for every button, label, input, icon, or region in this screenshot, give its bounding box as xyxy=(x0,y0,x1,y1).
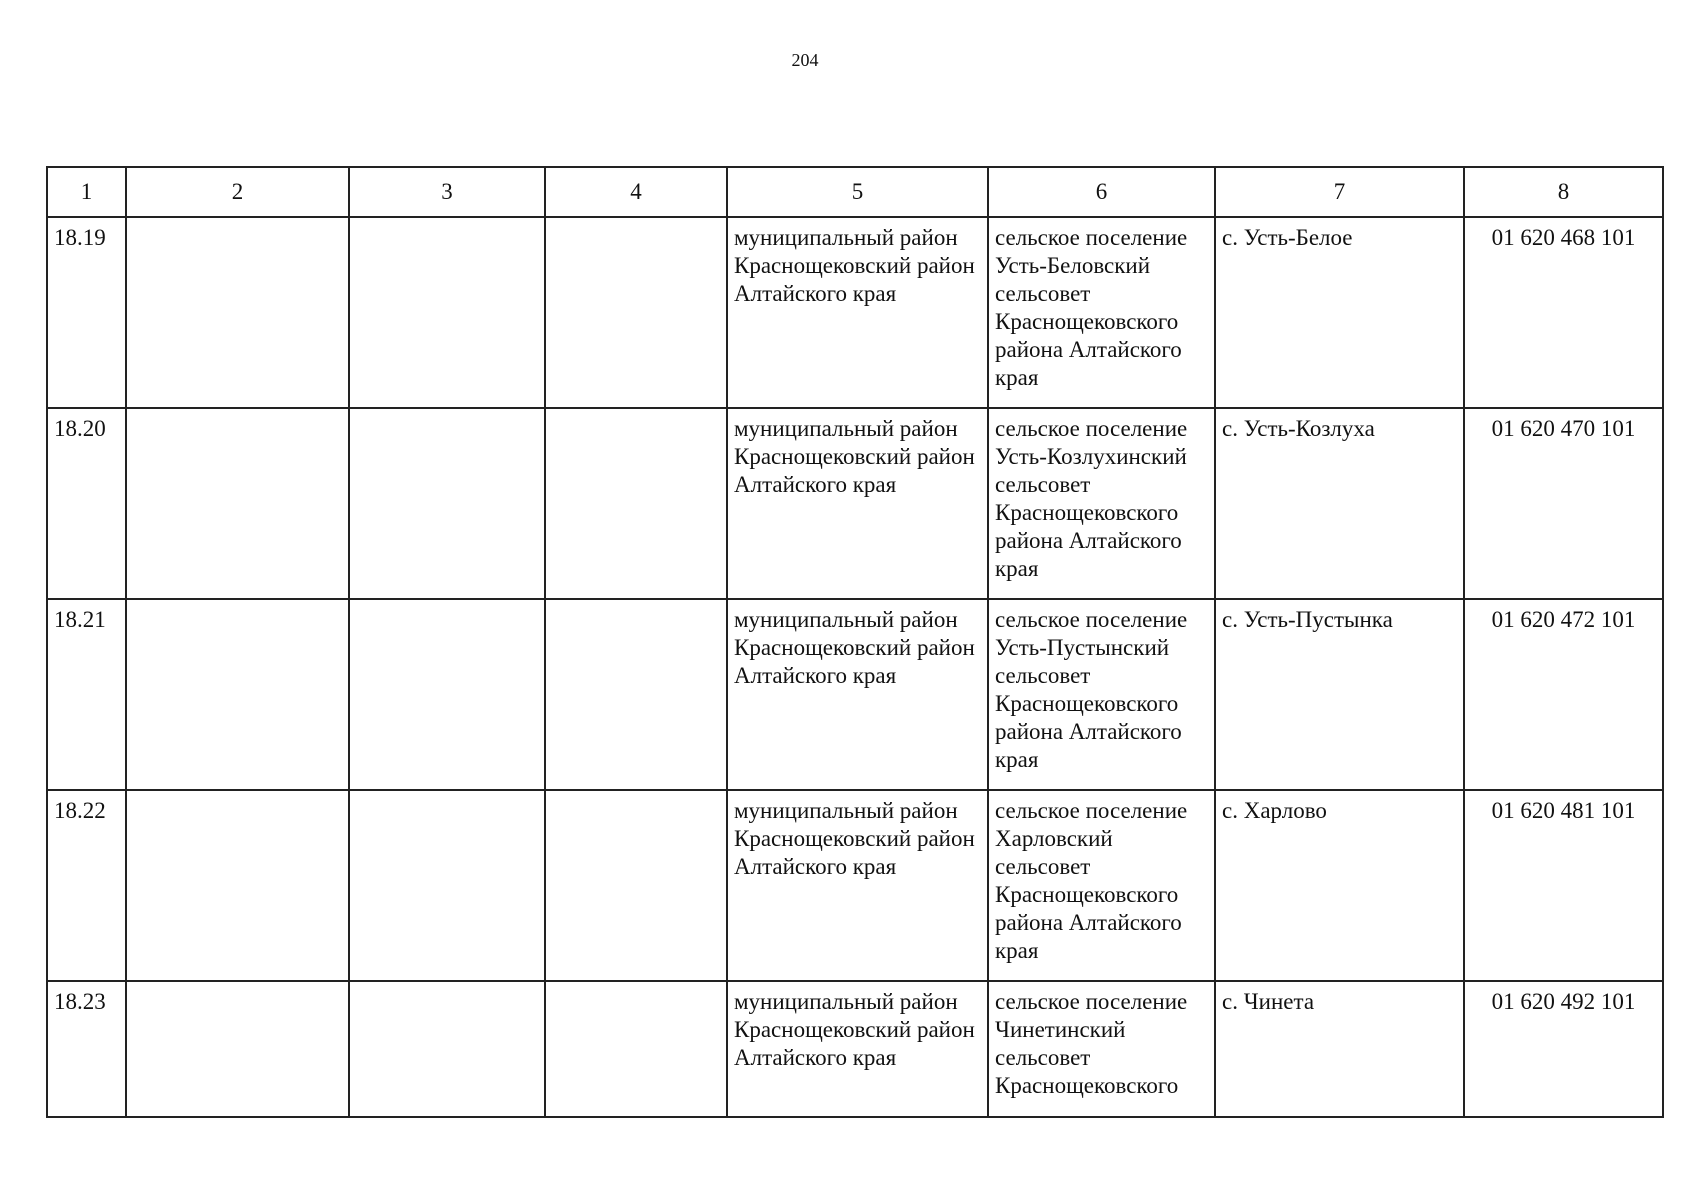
column-header-1: 1 xyxy=(47,167,126,217)
table-row xyxy=(47,790,1663,981)
table-row xyxy=(47,599,1663,790)
column-header-2: 2 xyxy=(126,167,349,217)
table-row xyxy=(47,217,1663,408)
empty-cell xyxy=(126,790,349,981)
column-header-8: 8 xyxy=(1464,167,1663,217)
oktmo-code-cell: 01 620 470 101 xyxy=(1464,408,1663,599)
empty-cell xyxy=(349,599,545,790)
empty-cell xyxy=(126,599,349,790)
empty-cell xyxy=(349,408,545,599)
row-number-cell: 18.19 xyxy=(47,217,126,408)
locality-cell: с. Чинета xyxy=(1215,981,1464,1117)
oktmo-code-cell: 01 620 472 101 xyxy=(1464,599,1663,790)
table-row xyxy=(47,408,1663,599)
oktmo-code-cell: 01 620 468 101 xyxy=(1464,217,1663,408)
empty-cell xyxy=(545,981,727,1117)
registry-table xyxy=(46,166,1664,1118)
empty-cell xyxy=(126,981,349,1117)
row-number-cell: 18.20 xyxy=(47,408,126,599)
column-header-3: 3 xyxy=(349,167,545,217)
oktmo-code-cell: 01 620 492 101 xyxy=(1464,981,1663,1117)
empty-cell xyxy=(349,217,545,408)
locality-cell: с. Усть-Козлуха xyxy=(1215,408,1464,599)
locality-cell: с. Усть-Белое xyxy=(1215,217,1464,408)
locality-cell: с. Усть-Пустынка xyxy=(1215,599,1464,790)
empty-cell xyxy=(545,408,727,599)
settlement-cell: сельское поселение Усть-Козлухинский сельсовет Краснощековского района Алтайского края xyxy=(988,408,1215,599)
table-row xyxy=(47,981,1663,1117)
settlement-cell: сельское поселение Усть-Пустынский сельсовет Краснощековского района Алтайского края xyxy=(988,599,1215,790)
locality-cell: с. Харлово xyxy=(1215,790,1464,981)
municipal-district-cell: муниципальный район Краснощековский район Алтайского края xyxy=(727,408,988,599)
municipal-district-cell: муниципальный район Краснощековский район Алтайского края xyxy=(727,981,988,1117)
settlement-cell: сельское поселение Харловский сельсовет Краснощековского района Алтайского края xyxy=(988,790,1215,981)
table-header-row xyxy=(47,167,1663,217)
column-header-6: 6 xyxy=(988,167,1215,217)
page-number: 204 xyxy=(791,50,819,70)
column-header-7: 7 xyxy=(1215,167,1464,217)
row-number-cell: 18.21 xyxy=(47,599,126,790)
column-header-5: 5 xyxy=(727,167,988,217)
settlement-cell: сельское поселение Чинетинский сельсовет Краснощековского xyxy=(988,981,1215,1117)
row-number-cell: 18.22 xyxy=(47,790,126,981)
empty-cell xyxy=(349,981,545,1117)
empty-cell xyxy=(545,599,727,790)
empty-cell xyxy=(545,790,727,981)
municipal-district-cell: муниципальный район Краснощековский район Алтайского края xyxy=(727,217,988,408)
empty-cell xyxy=(545,217,727,408)
empty-cell xyxy=(126,217,349,408)
row-number-cell: 18.23 xyxy=(47,981,126,1117)
municipal-district-cell: муниципальный район Краснощековский район Алтайского края xyxy=(727,599,988,790)
settlement-cell: сельское поселение Усть-Беловский сельсовет Краснощековского района Алтайского края xyxy=(988,217,1215,408)
column-header-4: 4 xyxy=(545,167,727,217)
oktmo-code-cell: 01 620 481 101 xyxy=(1464,790,1663,981)
municipal-district-cell: муниципальный район Краснощековский район Алтайского края xyxy=(727,790,988,981)
empty-cell xyxy=(126,408,349,599)
empty-cell xyxy=(349,790,545,981)
